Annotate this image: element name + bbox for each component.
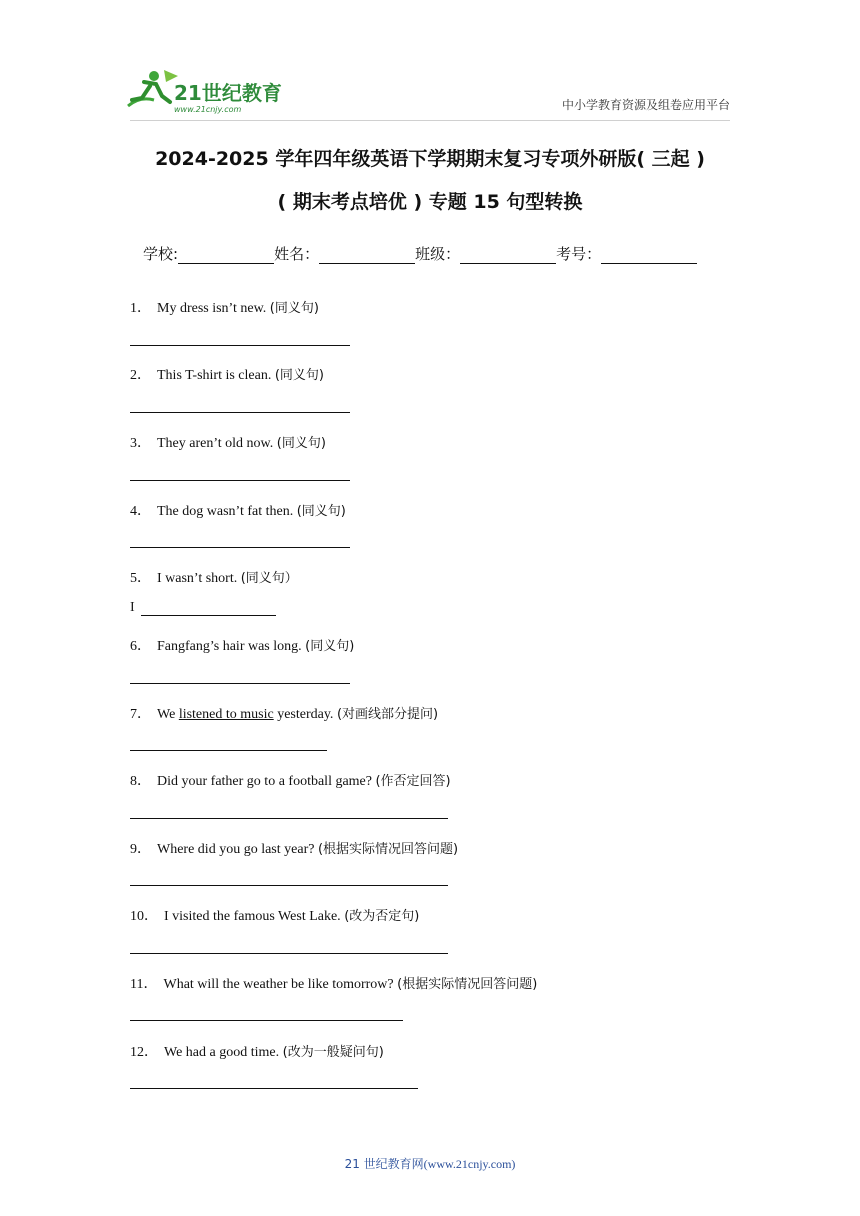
question-text: Where did you go last year? <box>157 842 318 857</box>
question-text: My dress isn’t new. <box>157 301 270 316</box>
answer-prefix: I <box>130 600 135 615</box>
answer-line-2[interactable] <box>130 412 350 413</box>
question-text: They aren’t old now. <box>157 436 277 451</box>
header-divider <box>130 120 730 121</box>
name-label: 姓名： <box>274 245 320 263</box>
question-10: 10． I visited the famous West Lake. (改为否定句) <box>130 909 420 924</box>
question-6: 6． Fangfang’s hair was long. (同义句) <box>130 639 355 654</box>
runner-icon <box>128 70 178 106</box>
exam-number-field[interactable] <box>601 245 697 264</box>
answer-line-12[interactable] <box>130 1088 418 1089</box>
page-subtitle: ( 期末考点培优 ) 专题 15 句型转换 <box>277 191 583 213</box>
question-4: 4． The dog wasn’t fat then. (同义句) <box>130 504 346 519</box>
question-instruction: (同义句) <box>296 504 346 519</box>
question-instruction: (同义句) <box>269 301 319 316</box>
question-2: 2． This T-shirt is clean. (同义句) <box>130 368 324 383</box>
question-9: 9． Where did you go last year? (根据实际情况回答问题) <box>130 842 459 857</box>
footer-site-name: 21 世纪教育网 <box>344 1157 424 1171</box>
question-instruction: (改为一般疑问句) <box>282 1045 384 1060</box>
answer-line-6[interactable] <box>130 683 350 684</box>
class-field[interactable] <box>460 245 556 264</box>
school-field[interactable] <box>178 245 274 264</box>
underlined-phrase: listened to music <box>178 707 274 722</box>
question-text: I visited the famous West Lake. <box>164 909 345 924</box>
school-label: 学校: <box>143 245 179 263</box>
question-text: The dog wasn’t fat then. <box>157 504 297 519</box>
question-instruction: (根据实际情况回答问题) <box>397 977 538 992</box>
footer-site-url[interactable]: (www.21cnjy.com) <box>423 1157 516 1171</box>
question-instruction: (同义句) <box>274 368 324 383</box>
answer-line-9[interactable] <box>130 885 448 886</box>
answer-5 <box>130 600 276 616</box>
question-8: 8． Did your father go to a football game? (作否定回答) <box>130 774 451 789</box>
question-1: 1． My dress isn’t new. (同义句) <box>130 301 319 316</box>
answer-line-1[interactable] <box>130 345 350 346</box>
answer-line-7[interactable] <box>130 750 327 751</box>
logo <box>120 66 295 116</box>
question-instruction: (同义句） <box>240 571 298 586</box>
question-text: This T-shirt is clean. <box>157 368 275 383</box>
name-field[interactable] <box>319 245 415 264</box>
answer-line-4[interactable] <box>130 547 350 548</box>
footer <box>0 1155 860 1172</box>
question-instruction: (同义句) <box>305 639 355 654</box>
question-7: 7． We listened to music yesterday. (对画线部分提问) <box>130 707 439 722</box>
answer-line-10[interactable] <box>130 953 448 954</box>
question-instruction: (同义句) <box>276 436 326 451</box>
logo-url: www.21cnjy.com <box>174 105 242 114</box>
platform-label: 中小学教育资源及组卷应用平台 <box>561 98 730 112</box>
question-instruction: (对画线部分提问) <box>336 707 439 722</box>
question-text: What will the weather be like tomorrow? <box>163 977 398 992</box>
question-5: 5． I wasn’t short. (同义句） <box>130 571 298 586</box>
exam-number-label: 考号： <box>556 245 602 263</box>
question-instruction: (作否定回答) <box>375 774 451 789</box>
question-instruction: (改为否定句) <box>344 909 420 924</box>
answer-line-3[interactable] <box>130 480 350 481</box>
question-text: We had a good time. <box>164 1045 283 1060</box>
student-info-row <box>143 243 697 264</box>
page-title: 2024-2025 学年四年级英语下学期期末复习专项外研版( 三起 ) <box>155 148 705 170</box>
question-instruction: (根据实际情况回答问题) <box>317 842 459 857</box>
answer-line-11[interactable] <box>130 1020 403 1021</box>
question-11: 11． What will the weather be like tomorrow? (根据实际情况回答问题) <box>130 977 538 992</box>
class-label: 班级： <box>415 245 461 263</box>
question-12: 12． We had a good time. (改为一般疑问句) <box>130 1045 384 1060</box>
question-3: 3． They aren’t old now. (同义句) <box>130 436 326 451</box>
answer-line-8[interactable] <box>130 818 448 819</box>
question-text: I wasn’t short. <box>157 571 241 586</box>
logo-text: 21世纪教育 <box>174 81 282 105</box>
question-text: Did your father go to a football game? <box>157 774 376 789</box>
answer-line-5[interactable] <box>141 601 276 616</box>
question-text: Fangfang’s hair was long. <box>157 639 306 654</box>
